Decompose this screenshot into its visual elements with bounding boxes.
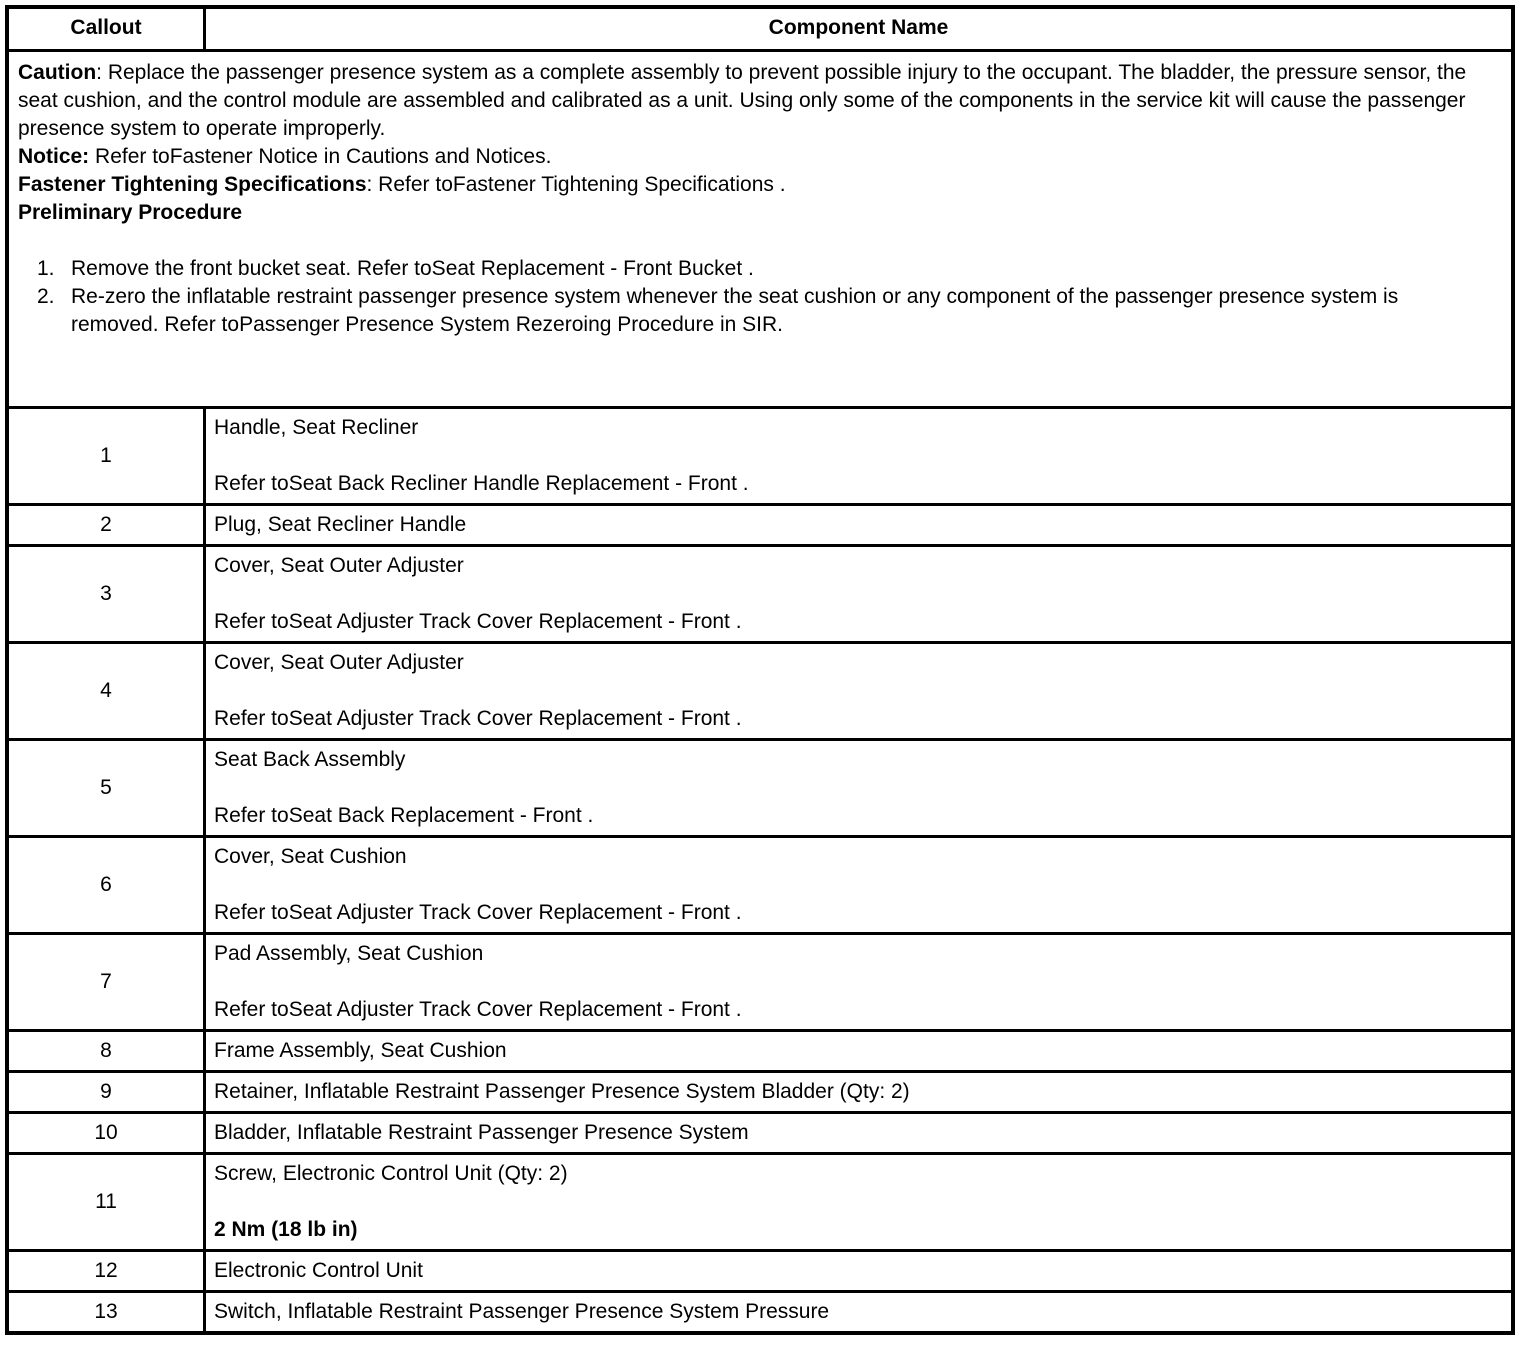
component-callout-table	[5, 5, 1515, 1335]
callout-number: 6	[100, 873, 112, 896]
notice-text: Refer toFastener Notice in Cautions and Notices.	[89, 145, 552, 168]
table-row	[9, 1252, 1511, 1293]
callout-cell	[9, 1155, 206, 1249]
callout-number: 12	[94, 1259, 118, 1282]
step-text: Re-zero the inflatable restraint passenger presence system whenever the seat cushion or any component of the passenger presence system is removed. Refer toPassenger Presence System Rezeroing Procedure in SIR.	[71, 285, 1399, 336]
blank-line	[214, 442, 1503, 470]
callout-cell	[9, 506, 206, 544]
component-name-cell	[206, 506, 1511, 544]
component-name: Cover, Seat Outer Adjuster	[214, 651, 464, 674]
callout-cell	[9, 1293, 206, 1331]
caution-text: : Replace the passenger presence system as a complete assembly to prevent possible injury to the occupant. The bladder, the pressure sensor, the seat cushion, and the control module are assembled and calibrated as a unit. Using only some of the components in the service kit will cause the passenger presence system to operate improperly.	[18, 61, 1467, 140]
table-row	[9, 1032, 1511, 1073]
procedure-step	[18, 283, 1497, 339]
step-number: 2.	[37, 285, 55, 308]
component-name: Retainer, Inflatable Restraint Passenger Presence System Bladder (Qty: 2)	[214, 1080, 910, 1103]
component-name: Electronic Control Unit	[214, 1259, 423, 1282]
component-name: Screw, Electronic Control Unit (Qty: 2)	[214, 1162, 568, 1185]
preliminary-procedure-heading: Preliminary Procedure	[18, 201, 243, 224]
component-name-cell	[206, 1114, 1511, 1152]
component-refer-note: Refer toSeat Back Recliner Handle Replacement - Front .	[214, 472, 749, 495]
component-name: Cover, Seat Outer Adjuster	[214, 554, 464, 577]
table-row	[9, 741, 1511, 838]
component-name: Plug, Seat Recliner Handle	[214, 513, 467, 536]
callout-cell	[9, 644, 206, 738]
component-name-cell	[206, 644, 1511, 738]
callout-number: 2	[100, 513, 112, 536]
callout-number: 5	[100, 776, 112, 799]
callout-number: 13	[94, 1300, 118, 1323]
column-header-component-name: Component Name	[768, 16, 949, 39]
callout-cell	[9, 547, 206, 641]
caution-label: Caution	[18, 61, 97, 84]
component-name-cell	[206, 1032, 1511, 1070]
component-name-cell	[206, 547, 1511, 641]
table-header-row	[9, 9, 1511, 52]
callout-number: 7	[100, 970, 112, 993]
callout-number: 11	[95, 1190, 117, 1213]
component-refer-note: Refer toSeat Adjuster Track Cover Replacement - Front .	[214, 901, 742, 924]
callout-cell	[9, 1114, 206, 1152]
component-name-cell	[206, 1073, 1511, 1111]
step-number: 1.	[37, 257, 55, 280]
notes-cell	[9, 52, 1511, 409]
table-row	[9, 409, 1511, 506]
blank-line	[214, 774, 1503, 802]
callout-cell	[9, 1032, 206, 1070]
callout-number: 9	[100, 1080, 112, 1103]
preliminary-procedure-steps	[18, 255, 1497, 339]
component-rows	[9, 409, 1511, 1331]
table-row	[9, 1155, 1511, 1252]
component-name-cell	[206, 838, 1511, 932]
caution-paragraph	[18, 59, 1497, 143]
table-row	[9, 547, 1511, 644]
component-name-cell	[206, 1293, 1511, 1331]
callout-number: 8	[100, 1039, 112, 1062]
callout-number: 4	[100, 679, 112, 702]
fastener-label: Fastener Tightening Specifications	[18, 173, 367, 196]
fastener-specifications-line	[18, 171, 1497, 199]
component-name-cell	[206, 409, 1511, 503]
callout-cell	[9, 935, 206, 1029]
component-refer-note: Refer toSeat Back Replacement - Front .	[214, 804, 594, 827]
component-name-cell	[206, 1155, 1511, 1249]
component-name-cell	[206, 1252, 1511, 1290]
component-refer-note: Refer toSeat Adjuster Track Cover Replacement - Front .	[214, 707, 742, 730]
component-name: Handle, Seat Recliner	[214, 416, 419, 439]
step-text: Remove the front bucket seat. Refer toSeat Replacement - Front Bucket .	[71, 257, 754, 280]
blank-line	[214, 580, 1503, 608]
callout-cell	[9, 1073, 206, 1111]
table-row	[9, 1293, 1511, 1331]
table-row	[9, 1114, 1511, 1155]
callout-cell	[9, 838, 206, 932]
component-name: Frame Assembly, Seat Cushion	[214, 1039, 507, 1062]
callout-cell	[9, 741, 206, 835]
table-row	[9, 644, 1511, 741]
component-name: Pad Assembly, Seat Cushion	[214, 942, 484, 965]
notice-paragraph	[18, 143, 1497, 171]
blank-line	[214, 968, 1503, 996]
column-header-callout: Callout	[9, 9, 206, 49]
component-refer-note: Refer toSeat Adjuster Track Cover Replacement - Front .	[214, 610, 742, 633]
callout-cell	[9, 1252, 206, 1290]
blank-line	[214, 1188, 1503, 1216]
component-name-cell	[206, 741, 1511, 835]
torque-spec: 2 Nm (18 lb in)	[214, 1218, 358, 1241]
table-row	[9, 838, 1511, 935]
table-row	[9, 506, 1511, 547]
component-refer-note: Refer toSeat Adjuster Track Cover Replacement - Front .	[214, 998, 742, 1021]
blank-line	[214, 871, 1503, 899]
callout-number: 10	[94, 1121, 118, 1144]
blank-line	[214, 677, 1503, 705]
table-row	[9, 935, 1511, 1032]
callout-cell	[9, 409, 206, 503]
component-name-cell	[206, 935, 1511, 1029]
callout-number: 1	[100, 444, 112, 467]
fastener-text: : Refer toFastener Tightening Specifications .	[366, 173, 786, 196]
component-name: Cover, Seat Cushion	[214, 845, 407, 868]
notice-label: Notice:	[18, 145, 90, 168]
table-row	[9, 1073, 1511, 1114]
procedure-step	[18, 255, 1497, 283]
component-name: Bladder, Inflatable Restraint Passenger Presence System	[214, 1121, 749, 1144]
callout-number: 3	[100, 582, 112, 605]
component-name: Switch, Inflatable Restraint Passenger Presence System Pressure	[214, 1300, 830, 1323]
component-name: Seat Back Assembly	[214, 748, 406, 771]
